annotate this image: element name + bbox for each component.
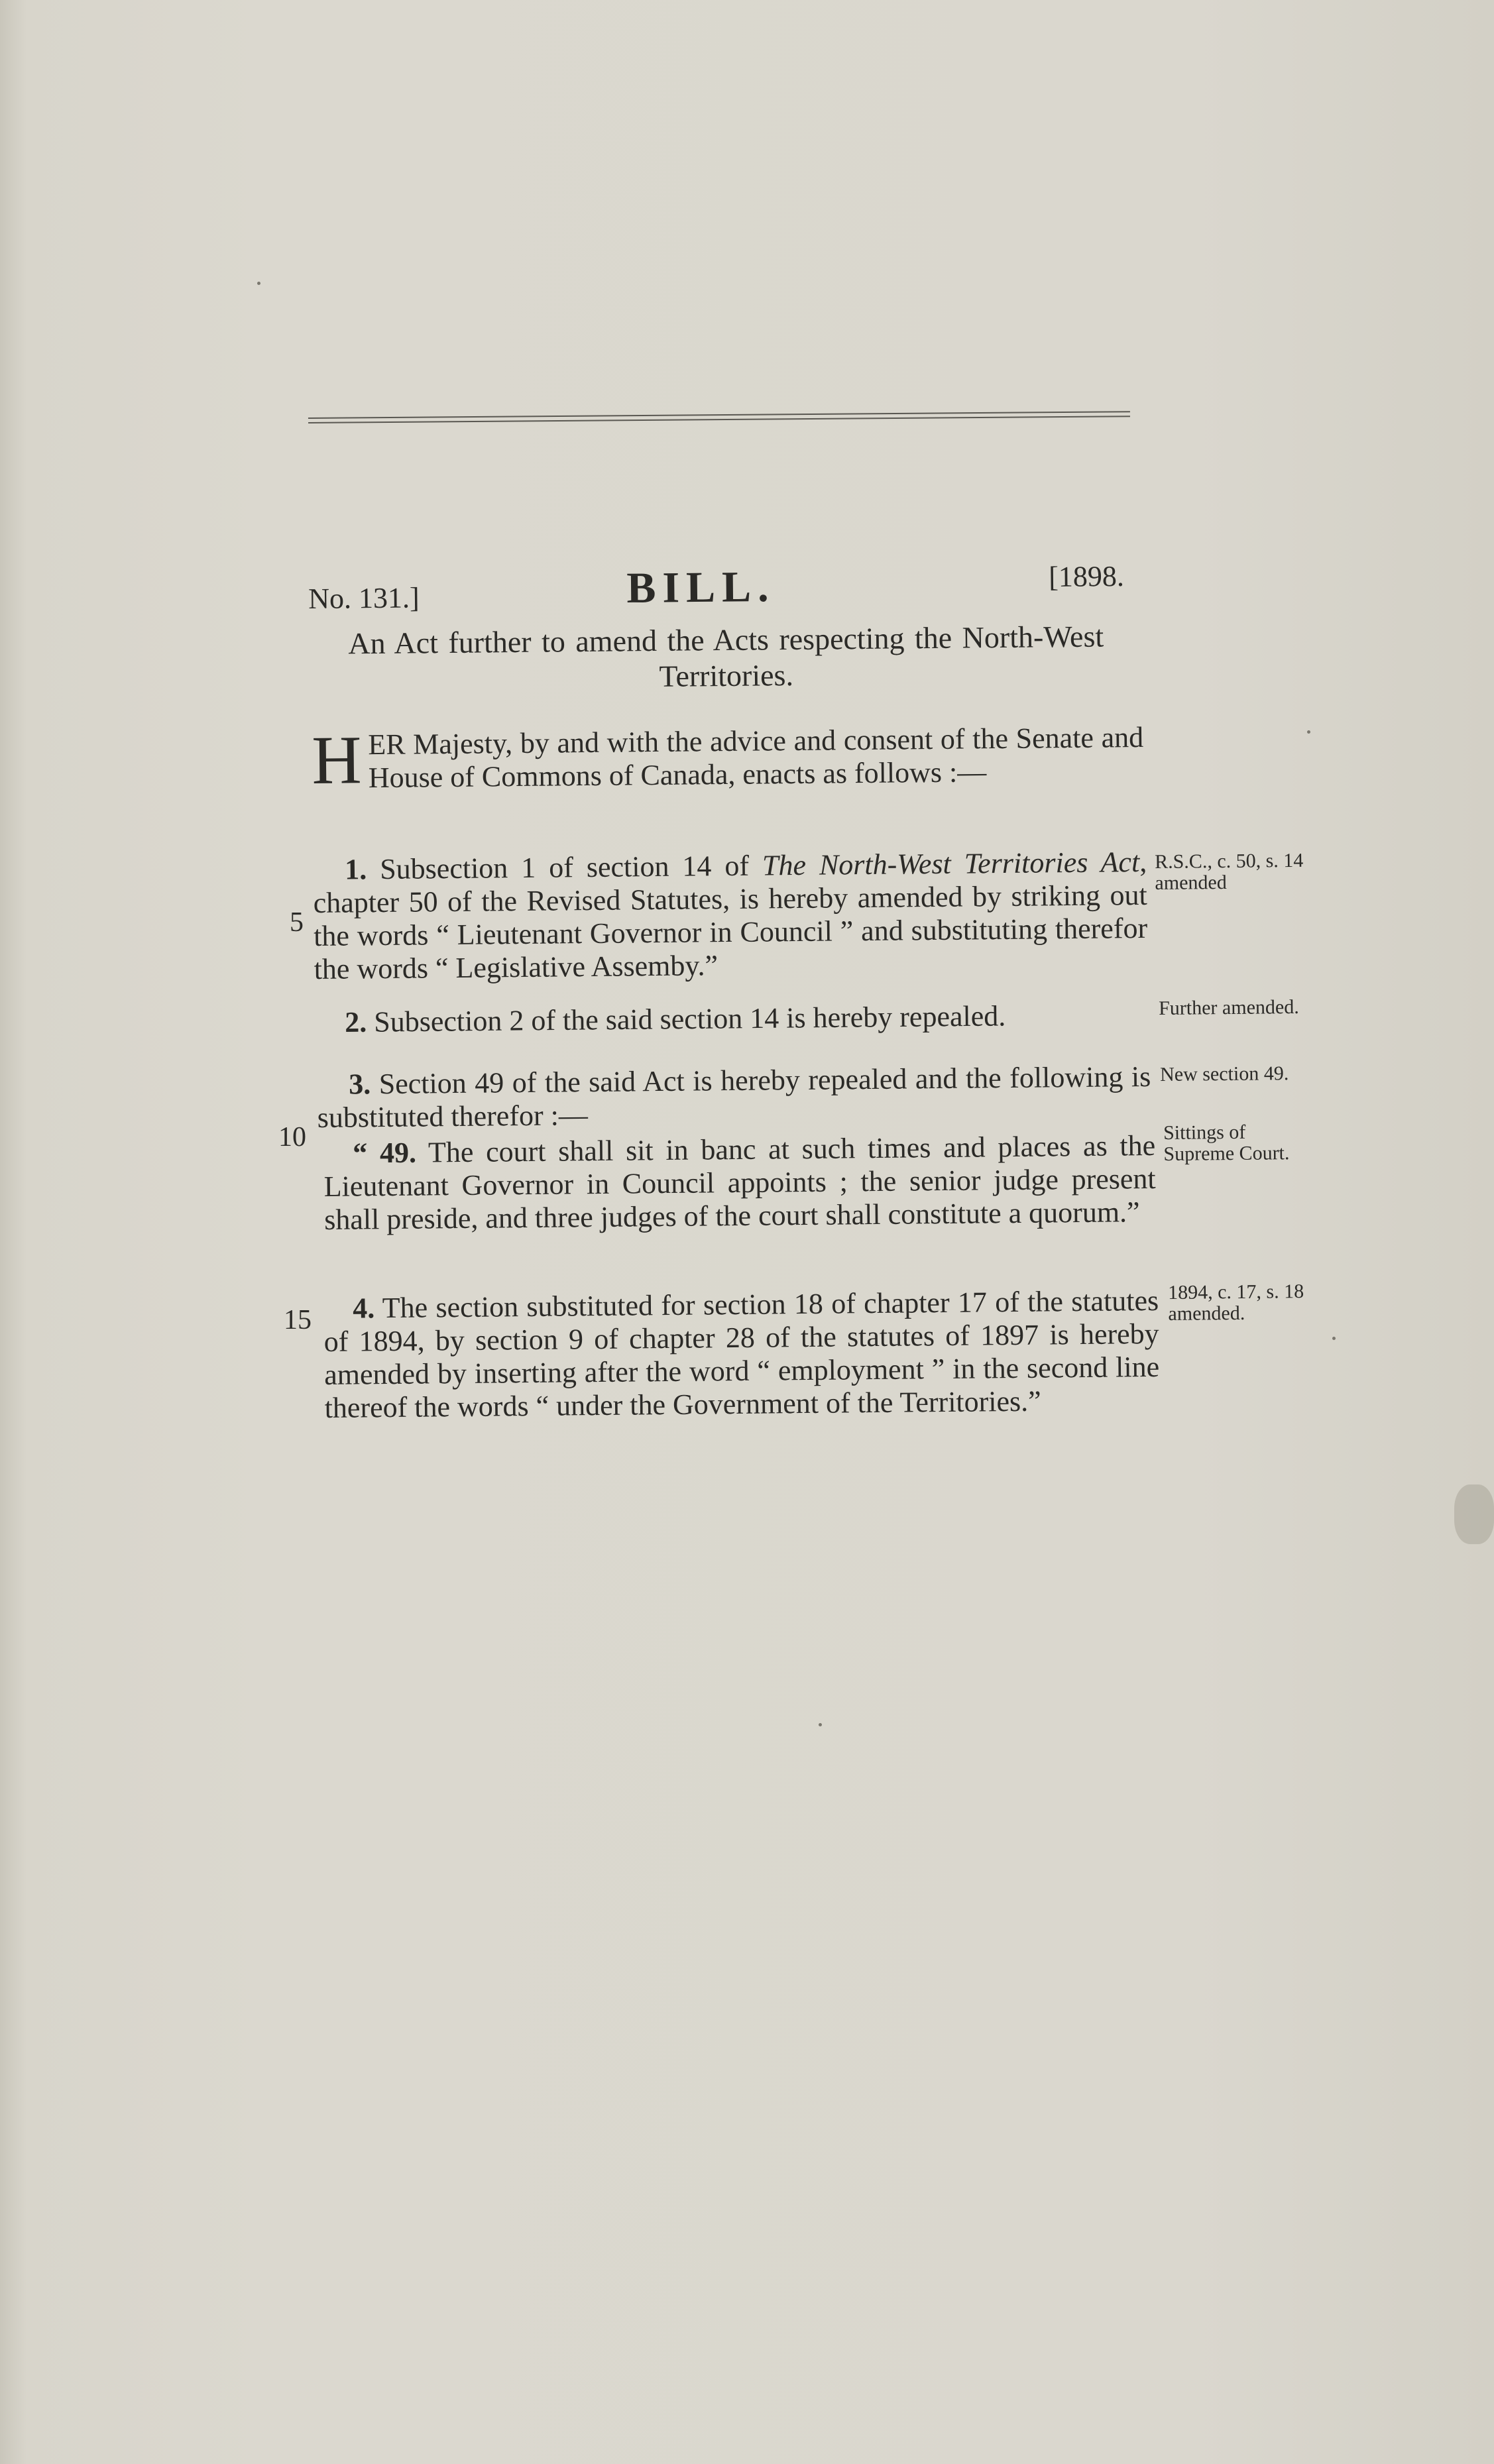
section-4 bbox=[323, 1284, 1160, 1425]
section-1 bbox=[313, 846, 1148, 986]
margin-note-further-amended: Further amended. bbox=[1158, 995, 1299, 1019]
section-number: 3. bbox=[348, 1068, 371, 1101]
section-49-quote bbox=[323, 1129, 1156, 1237]
quoted-section-number: “ 49. bbox=[352, 1136, 417, 1170]
paper-speck bbox=[1332, 1337, 1336, 1340]
preamble-text: ER Majesty, by and with the advice and consent of the Senate and House of Commons of Canada, enacts as follows :— bbox=[368, 720, 1144, 795]
section-text: Section 49 of the said Act is hereby repealed and the following is substituted therefor :— bbox=[317, 1060, 1151, 1134]
bill-title: BILL. bbox=[626, 562, 776, 612]
section-text: Subsection 2 of the said section 14 is hereby repealed. bbox=[373, 999, 1006, 1038]
quoted-section-text: The court shall sit in banc at such times and places as the Lieutenant Governor in Council appoints ; the senior judge present shall preside, and three judges of the court shall constitute a quorum.” bbox=[323, 1129, 1156, 1236]
paper-speck bbox=[819, 1723, 822, 1726]
dropcap-letter: H bbox=[311, 722, 363, 799]
paper-speck bbox=[257, 282, 260, 285]
paper-stain bbox=[1454, 1484, 1494, 1544]
section-number: 4. bbox=[352, 1292, 375, 1325]
margin-note-1894: 1894, c. 17, s. 18 amended. bbox=[1167, 1280, 1304, 1325]
line-number-5: 5 bbox=[290, 907, 304, 938]
paper-speck bbox=[1307, 730, 1310, 734]
margin-note-sittings: Sittings of Supreme Court. bbox=[1163, 1121, 1290, 1165]
section-2 bbox=[345, 999, 1114, 1039]
section-text-pre: Subsection 1 of section 14 of bbox=[379, 849, 763, 886]
bill-year: [1898. bbox=[1049, 559, 1125, 593]
margin-note-new-section: New section 49. bbox=[1159, 1062, 1289, 1086]
double-rule bbox=[308, 410, 1130, 425]
section-number: 1. bbox=[344, 853, 367, 886]
line-number-15: 15 bbox=[284, 1305, 312, 1335]
section-3 bbox=[317, 1060, 1151, 1135]
section-text-post: , chapter 50 of the Revised Statutes, is hereby amended by striking out the words “ Lieutenant Governor in Council ” and substituting therefor the words “ Legislative Assemby.” bbox=[313, 845, 1148, 985]
section-text: The section substituted for section 18 of chapter 17 of the statutes of 1894, by section 9 of chapter 28 of the statutes of 1897 is hereby amended by inserting after the word “ employment ” in the second line thereof the words “ under the Government of the Territories.” bbox=[323, 1284, 1160, 1424]
act-name-italic: The North-West Territories Act bbox=[762, 846, 1140, 882]
bill-number: No. 131.] bbox=[308, 581, 420, 615]
section-number: 2. bbox=[345, 1005, 367, 1038]
act-title: An Act further to amend the Acts respecting the North-West Territories. bbox=[348, 619, 1104, 693]
preamble bbox=[311, 720, 1144, 799]
margin-note-rsc: R.S.C., c. 50, s. 14 amended bbox=[1154, 849, 1304, 894]
line-number-10: 10 bbox=[278, 1122, 306, 1152]
